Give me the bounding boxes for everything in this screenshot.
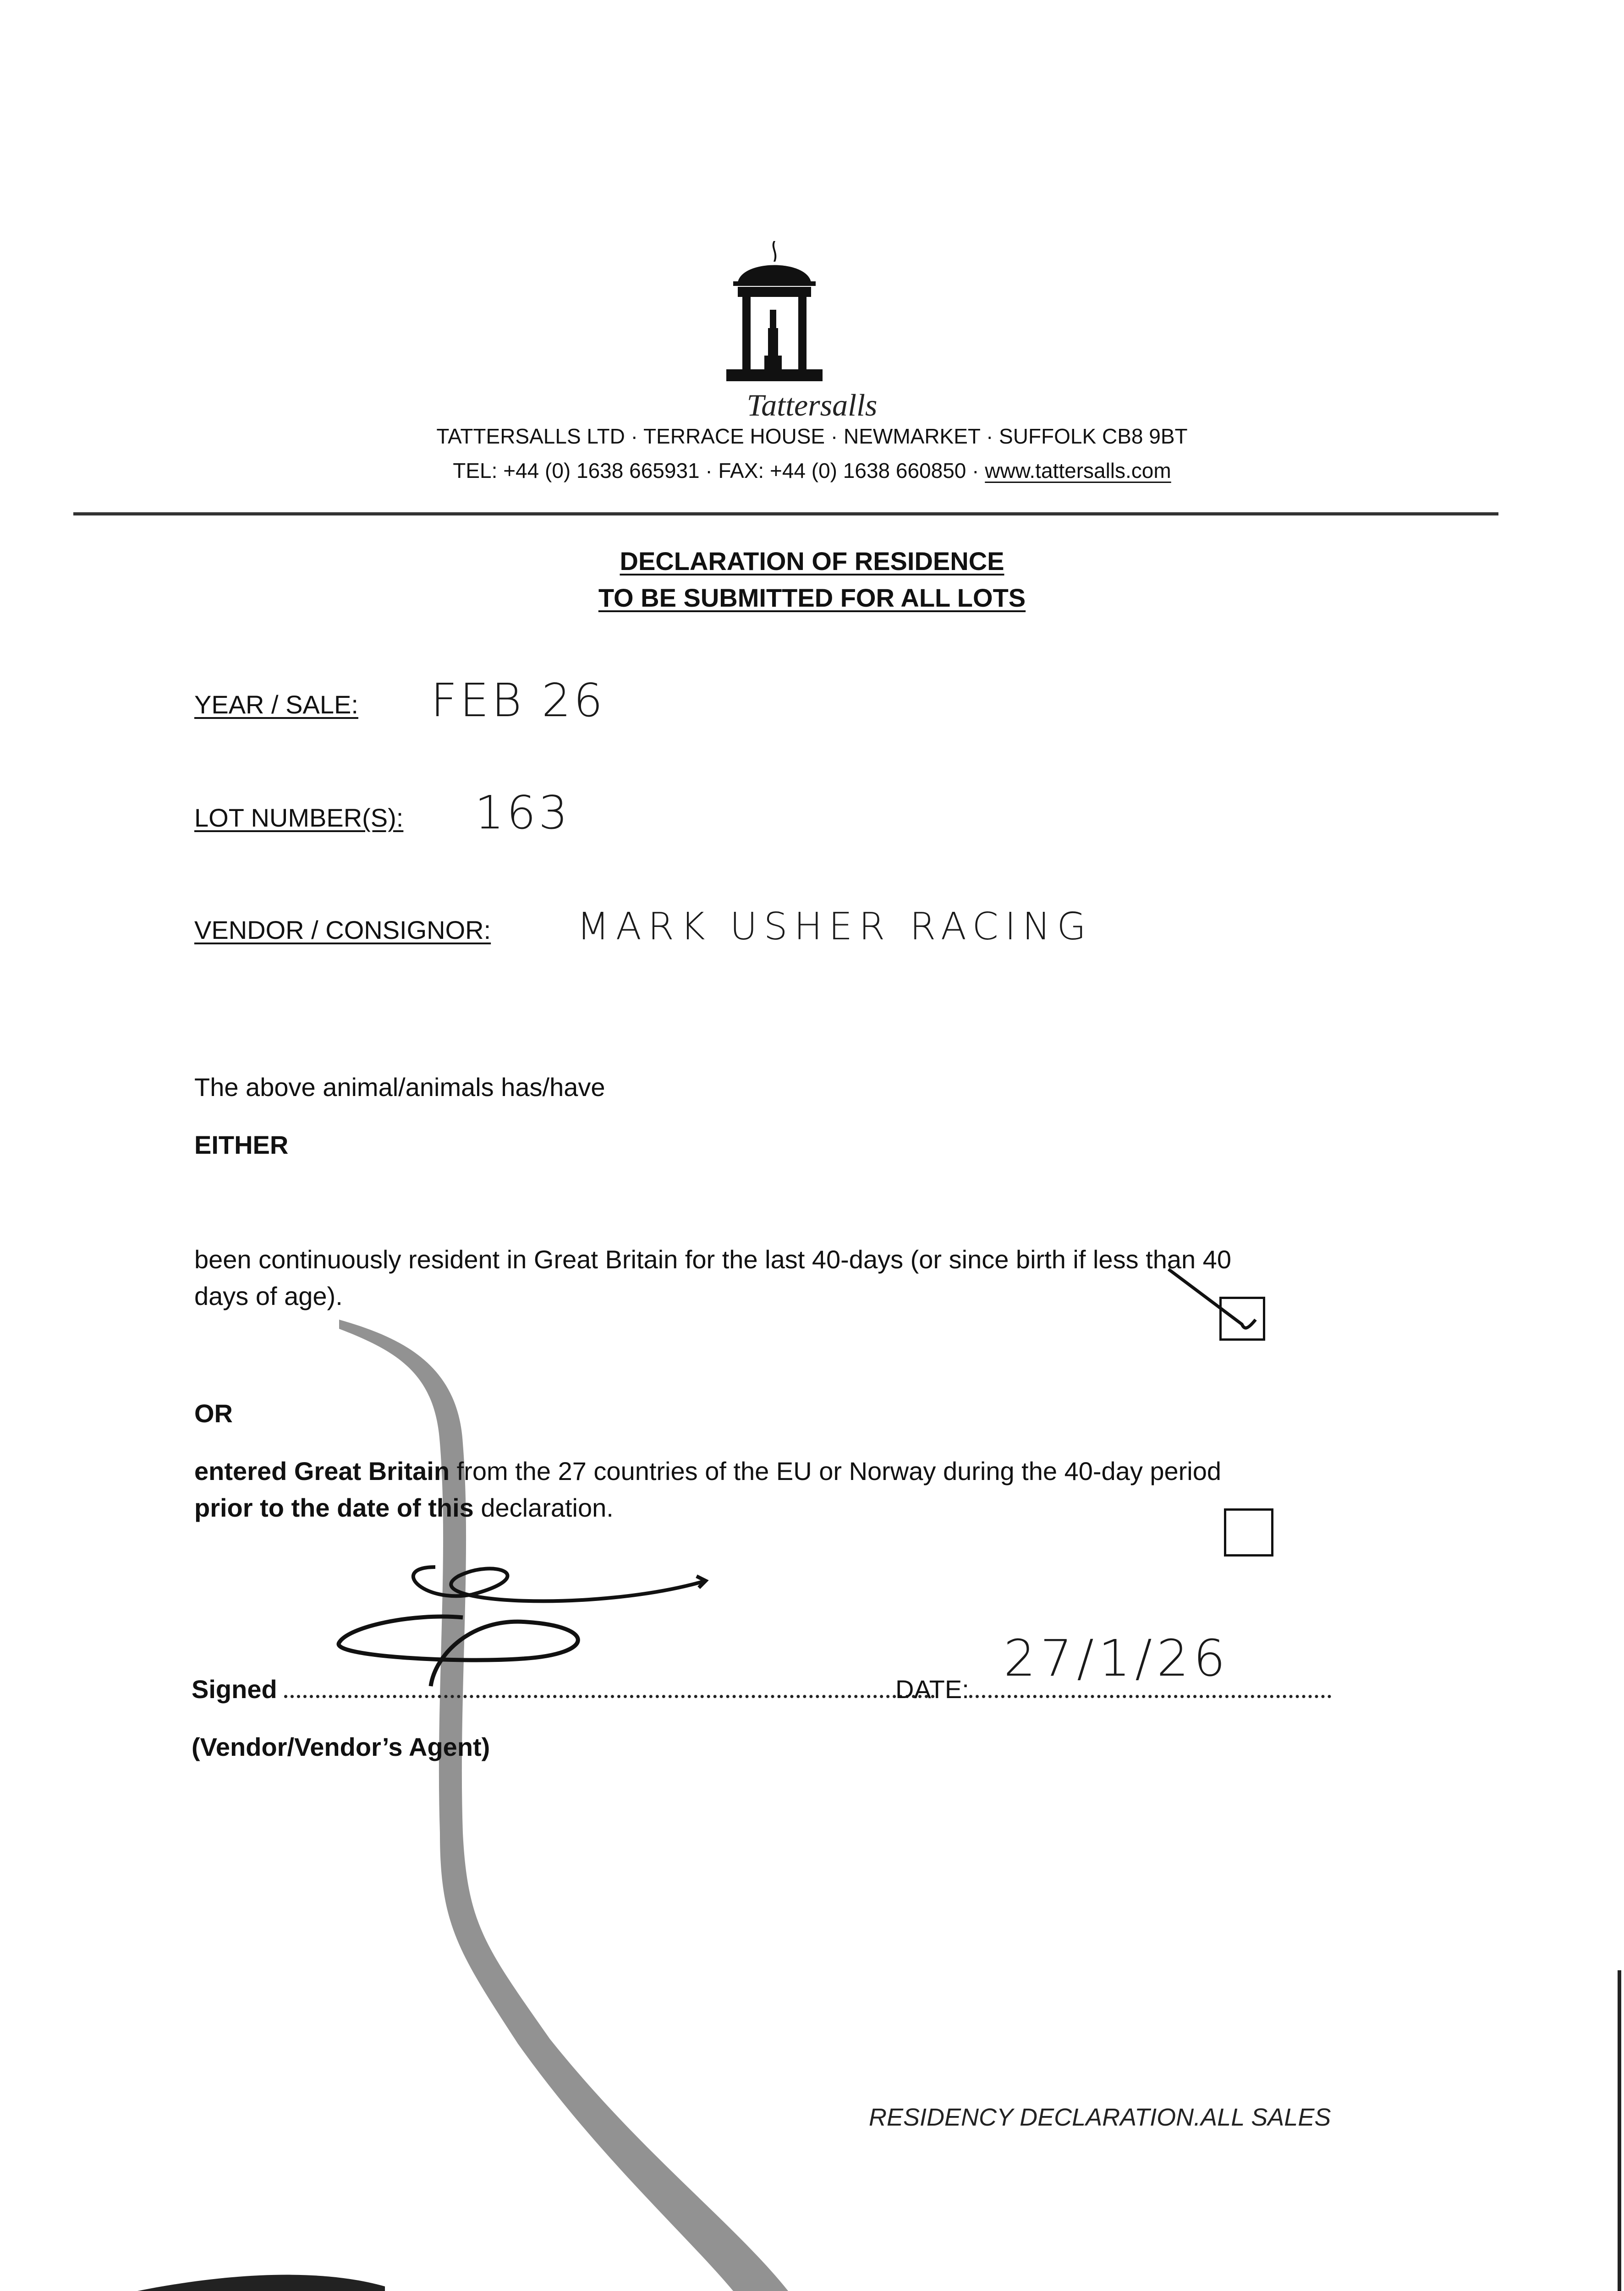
contact-phone-fax: TEL: +44 (0) 1638 665931 · FAX: +44 (0) 1638 660850 · [453,459,985,482]
company-contact [0,458,1624,483]
option2-bold1: entered Great Britain [194,1457,450,1485]
option2-bold2: prior to the date of this [194,1493,474,1522]
vendor-value[interactable]: MARK USHER RACING [577,905,1092,948]
website-link[interactable]: www.tattersalls.com [985,459,1171,482]
footer-form-name: RESIDENCY DECLARATION.ALL SALES [869,2104,1331,2131]
date-line [969,1695,1331,1698]
form-subtitle: TO BE SUBMITTED FOR ALL LOTS [598,583,1026,612]
date-value[interactable]: 27/1/26 [1004,1629,1230,1688]
vendor-label: VENDOR / CONSIGNOR: [194,915,491,944]
form-title: DECLARATION OF RESIDENCE [620,547,1004,575]
option2-line1 [194,1456,1221,1486]
lot-numbers-label: LOT NUMBER(S): [194,803,404,832]
lot-numbers-value[interactable]: 163 [475,786,571,839]
year-sale-value[interactable]: FEB 26 [431,674,606,727]
header-rule [73,512,1498,515]
or-label: OR [194,1399,233,1428]
signed-label: Signed [192,1675,285,1704]
agent-label: (Vendor/Vendor’s Agent) [192,1732,490,1761]
either-label: EITHER [194,1130,289,1159]
option2-checkbox[interactable] [1224,1508,1273,1557]
option2-line2 [194,1493,614,1523]
checkmark-icon [1164,1265,1274,1347]
year-sale-label: YEAR / SALE: [194,690,358,719]
option2-rest1: from the 27 countries of the EU or Norway during the 40-day period [450,1457,1222,1485]
date-label: DATE: [895,1675,969,1704]
option1-line1: been continuously resident in Great Britain for the last 40-days (or since birth if less than 40 [194,1245,1231,1274]
option1-line2: days of age). [194,1282,343,1310]
company-name: Tattersalls [746,388,878,422]
declaration-intro: The above animal/animals has/have [194,1073,605,1102]
signed-field[interactable] [192,1674,935,1704]
option2-rest2: declaration. [473,1493,614,1522]
signature-line [284,1695,935,1698]
tattersalls-logo [724,241,825,383]
company-address: TATTERSALLS LTD · TERRACE HOUSE · NEWMARKET · SUFFOLK CB8 9BT [436,424,1188,448]
